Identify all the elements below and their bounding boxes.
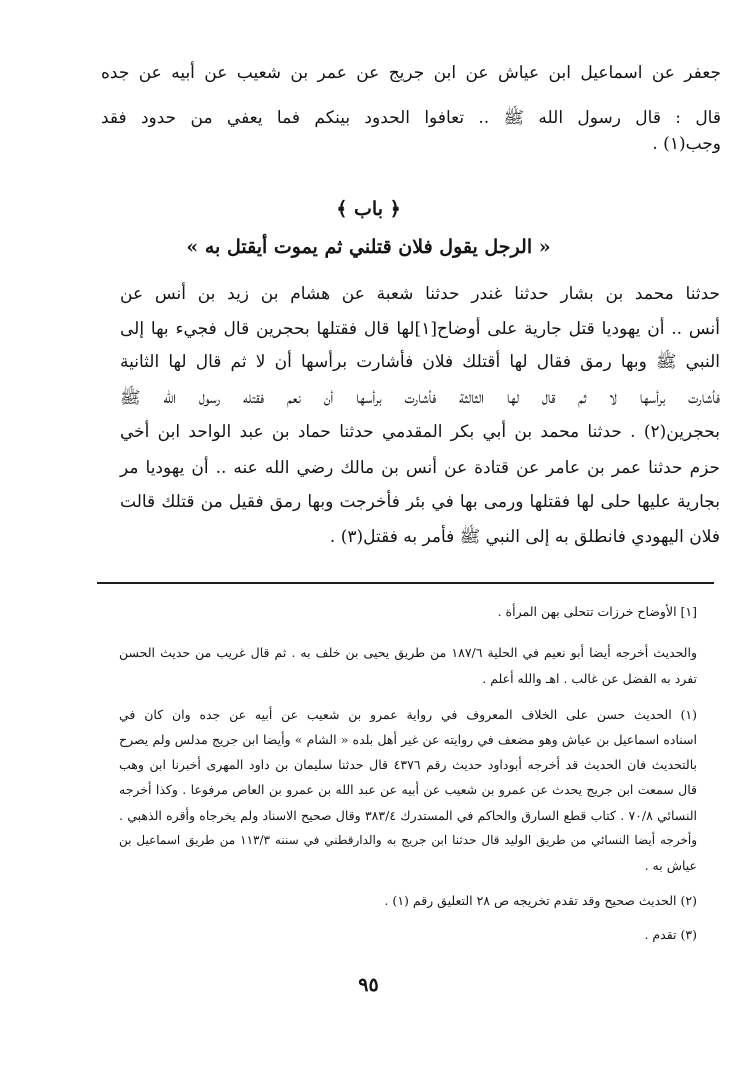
footnote-line-7: قال سمعت ابن جريج يحدث عن عمرو بن شعيب عن أبيه عن عبد الله بن عمرو بن العاص مرفوعا . وكذا أخرجه	[119, 782, 697, 797]
footnote-line-9: وأخرجه أيضا النسائي من طريق الوليد قال حدثنا ابن جريج به والدارقطني في سننه ١١٣/٣ من طريق اسماعيل بن	[119, 833, 698, 847]
chapter-title: ﴿ باب ﴾	[336, 198, 401, 220]
footnote-line-4: (١) الحديث حسن على الخلاف المعروف في رواية عمرو بن شعيب عن أبيه عن جده وان كان في	[119, 707, 697, 722]
footnote-line-3: تفرد به الفضل عن غالب . اهـ والله أعلم .	[482, 671, 697, 686]
body-line-5: بحجرين(٢) . حدثنا محمد بن أبي بكر المقدمي حدثنا حماد بن عبد الواحد ابن أخي	[120, 422, 720, 442]
chapter-subtitle: « الرجل يقول فلان قتلني ثم يموت أيقتل به »	[186, 236, 551, 258]
footnote-divider	[97, 582, 714, 584]
footnote-line-6: بالتحديث فان الحديث قد أخرجه أبوداود حديث رقم ٤٣٧٦ قال حدثنا سليمان بن داود المهرى أخبرنا ابن وهب	[119, 757, 698, 772]
page-number: ٩٥	[358, 974, 379, 996]
body-line-2: أنس .. أن يهوديا قتل جارية على أوضاح[١]لها قال فقتلها بحجرين قال فجيء بها إلى	[120, 319, 720, 339]
top-paragraph-line-2: قال : قال رسول الله ﷺ .. تعافوا الحدود بينكم فما يعفي من حدود فقد	[101, 108, 721, 128]
footnote-line-11: (٢) الحديث صحيح وقد تقدم تخريجه ص ٢٨ التعليق رقم (١) .	[384, 893, 697, 908]
body-line-4: فأشارت برأسها لا ثم قال لها الثالثة فأشارت برأسها أن نعم فقتله رسول الله ﷺ	[120, 388, 720, 408]
body-line-6: حزم حدثنا عمر بن عامر عن قتادة عن أنس بن مالك رضي الله عنه .. أن يهوديا مر	[120, 458, 720, 478]
footnote-line-2: والحديث أخرجه أيضا أبو نعيم في الحلية ١٨٧/٦ من طريق يحيى بن خلف به . ثم قال غريب من حديث الحسن	[119, 645, 697, 660]
footnote-line-8: النسائي ٧٠/٨ . كتاب قطع السارق والحاكم في المستدرك ٣٨٣/٤ وقال صحيح الاسناد ولم يخرجاه وأقره الذهبي .	[119, 808, 698, 823]
footnote-line-1: [١] الأوضاح خرزات تتحلى بهن المرأة .	[497, 604, 697, 619]
body-line-8: فلان اليهودي فانطلق به إلى النبي ﷺ فأمر به فقتل(٣) .	[329, 527, 720, 547]
body-line-7: بجارية عليها حلى لها فقتلها ورمى بها في بئر فأخرجت وبها رمق فقيل من قتلك قالت	[120, 492, 720, 512]
top-paragraph-line-1: جعفر عن اسماعيل ابن عياش عن ابن جريج عن عمر بن شعيب عن أبيه عن جده	[101, 63, 721, 83]
top-paragraph-line-3: وجب(١) .	[652, 134, 721, 154]
body-line-3: النبي ﷺ وبها رمق فقال لها أقتلك فلان فأشارت برأسها أن لا ثم قال لها الثانية	[120, 352, 720, 372]
body-line-1: حدثنا محمد بن بشار حدثنا غندر حدثنا شعبة عن هشام بن زيد بن أنس عن	[120, 284, 720, 304]
footnote-line-5: اسناده اسماعيل بن عياش وهو مضعف في روايته عن غير أهل بلده « الشام » وأيضا ابن جريج مدلس ولم يصرح	[119, 732, 697, 747]
footnote-line-12: (٣) تقدم .	[644, 927, 697, 942]
footnote-line-10: عياش به .	[644, 858, 697, 873]
